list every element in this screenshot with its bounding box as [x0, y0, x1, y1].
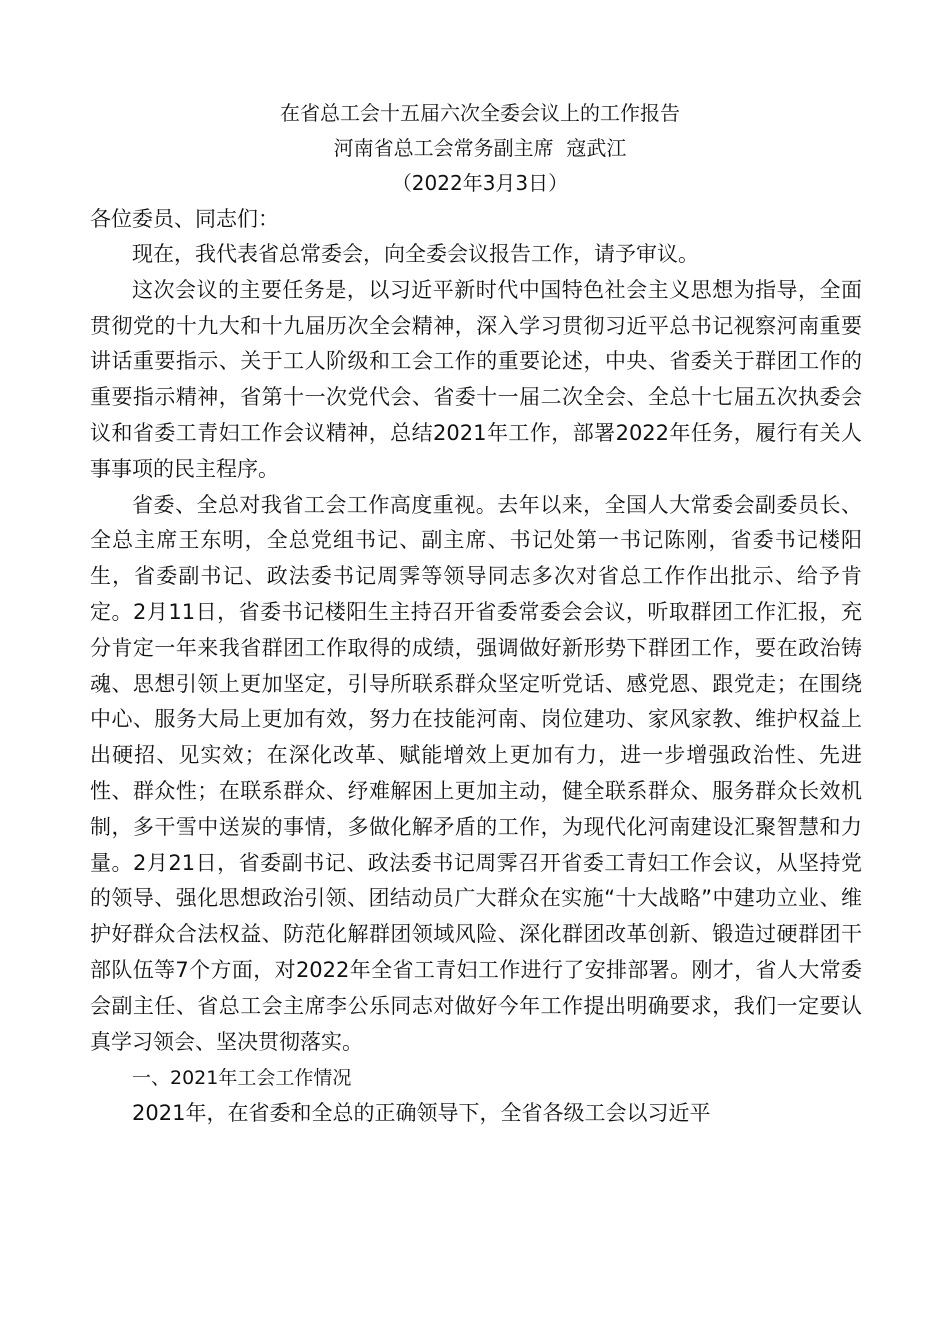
document-title: 在省总工会十五届六次全委会议上的工作报告	[280, 101, 680, 125]
paragraph-3: 省委、全总对我省工会工作高度重视。去年以来，全国人大常委会副委员长、全总主席王东明，全总党组书记、副主席、书记处第一书记陈刚，省委书记楼阳生，省委副书记、政法委书记周霁等领导同志多次对省总工作作出批示、给予肯定。2月11日，省委书记楼阳生主持召开省委常委会会议，听取群团工作汇报，充分肯定一年来我省群团工作取得的成绩，强调做好新形势下群团工作，要在政治铸魂、思想引领上更加坚定，引导所联系群众坚定听党话、感党恩、跟党走；在围绕中心、服务大局上更加有效，努力在技能河南、岗位建功、家风家教、维护权益上出硬招、见实效；在深化改革、赋能增效上更加有力，进一步增强政治性、先进性、群众性；在联系群众、纾难解困上更加主动，健全联系群众、服务群众长效机制，多干雪中送炭的事情，多做化解矛盾的工作，为现代化河南建设汇聚智慧和力量。2月21日，省委副书记、政法委书记周霁召开省委工青妇工作会议，从坚持党的领导、强化思想政治引领、团结动员广大群众在实施“十大战略”中建功立业、维护好群众合法权益、防范化解群团领域风险、深化群团改革创新、锻造过硬群团干部队伍等7个方面，对2022年全省工青妇工作进行了安排部署。刚才，省人大常委会副主任、省总工会主席李公乐同志对做好今年工作提出明确要求，我们一定要认真学习领会、坚决贯彻落实。	[90, 492, 862, 1054]
section-heading: 一、2021年工会工作情况	[132, 1067, 352, 1090]
document-page	[90, 96, 862, 1132]
paragraph-1: 现在，我代表省总常委会，向全委会议报告工作，请予审议。	[132, 242, 699, 266]
document-speaker: 河南省总工会常务副主席 寇武江	[333, 136, 627, 160]
salutation: 各位委员、同志们：	[90, 207, 279, 231]
paragraph-4: 2021年，在省委和全总的正确领导下，全省各级工会以习近平	[132, 1101, 711, 1126]
paragraph-2: 这次会议的主要任务是，以习近平新时代中国特色社会主义思想为指导，全面贯彻党的十九大和十九届历次全会精神，深入学习贯彻习近平总书记视察河南重要讲话重要指示、关于工人阶级和工会工作的重要论述，中央、省委关于群团工作的重要指示精神，省第十一次党代会、省委十一届二次全会、全总十七届五次执委会议和省委工青妇工作会议精神，总结2021年工作，部署2022年任务，履行有关人事事项的民主程序。	[90, 277, 862, 481]
document-date: （2022年3月3日）	[391, 171, 569, 195]
